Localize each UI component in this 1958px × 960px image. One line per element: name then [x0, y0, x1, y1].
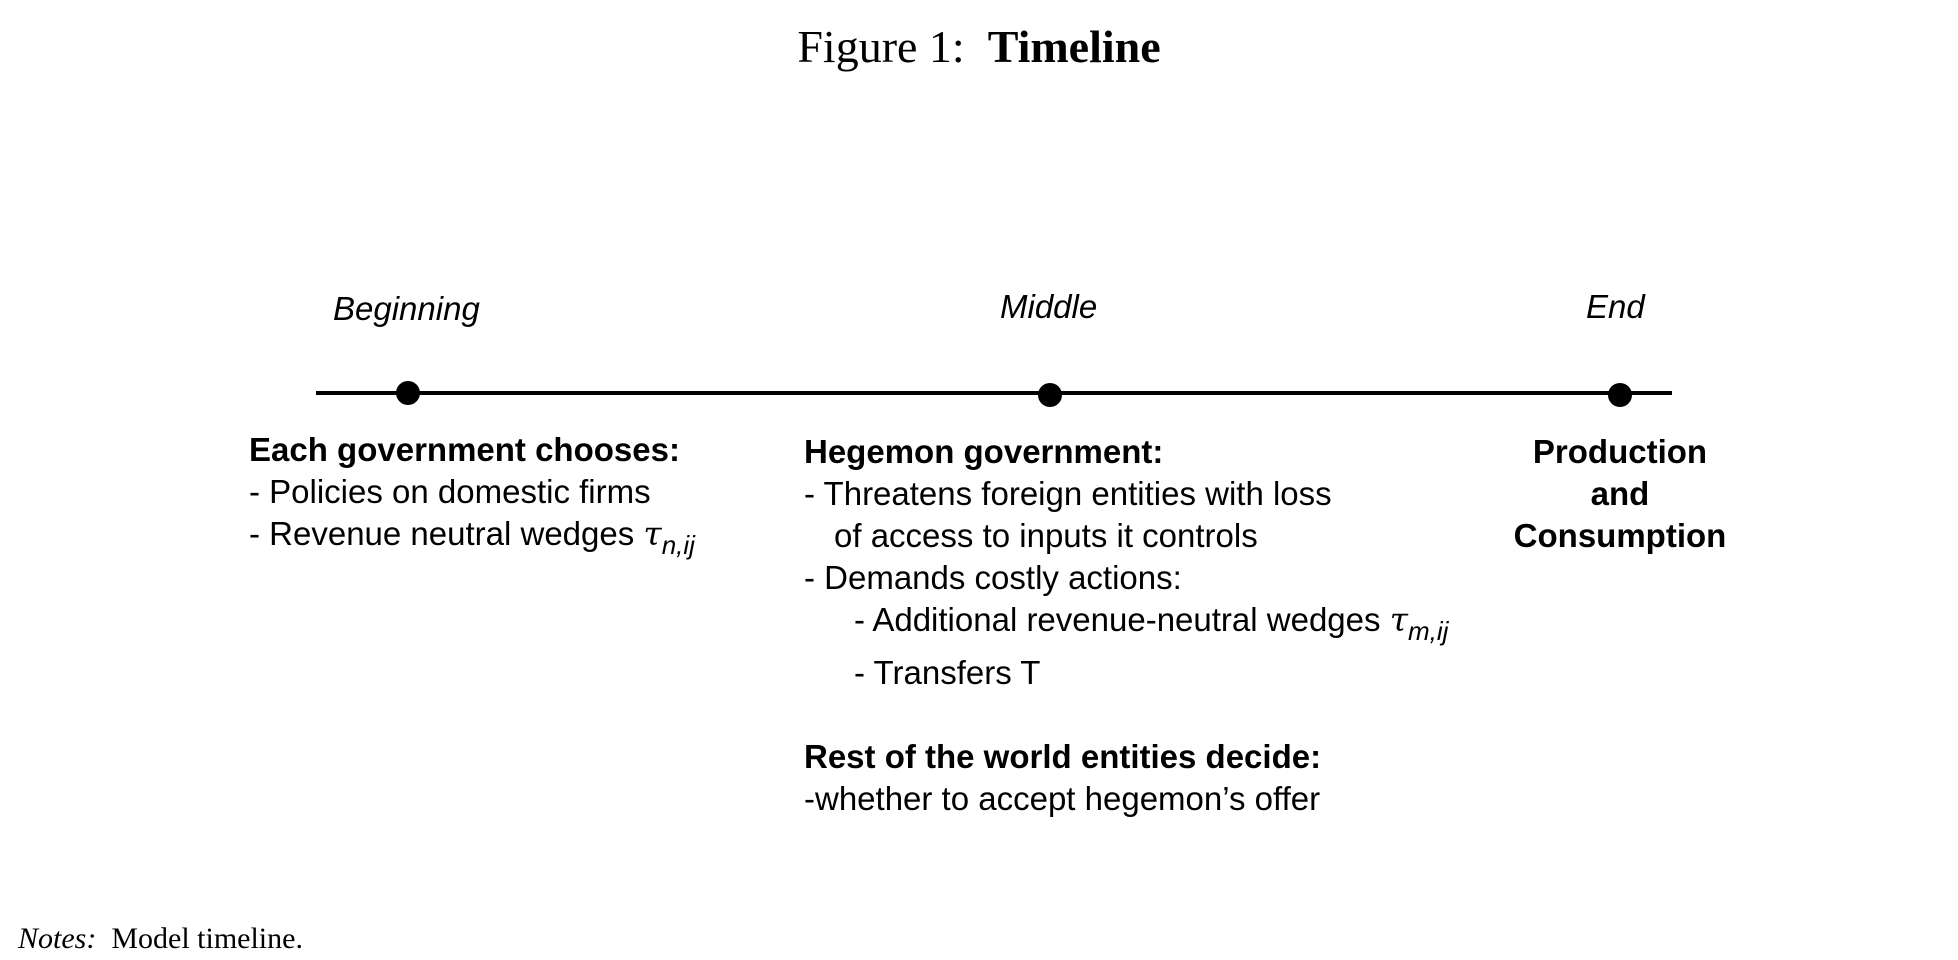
- stage-label-middle: Middle: [1000, 288, 1098, 325]
- tau-symbol: τ: [1389, 600, 1408, 639]
- end-line-consumption: Consumption: [1513, 517, 1727, 554]
- middle-item-threatens: - Threatens foreign entities with loss: [804, 475, 1332, 512]
- figure-title-text: Timeline: [987, 21, 1161, 72]
- middle-heading-rest-of-world: Rest of the world entities decide:: [804, 738, 1322, 775]
- tau-subscript: m,ij: [1407, 616, 1449, 646]
- timeline-axis: [316, 391, 1672, 395]
- beginning-block: [249, 429, 695, 566]
- figure-notes: [18, 922, 303, 956]
- spacer: [804, 694, 1448, 736]
- tau-symbol: τ: [643, 514, 662, 553]
- end-line-production: Production: [1532, 433, 1708, 470]
- figure-number: Figure 1:: [797, 21, 965, 72]
- middle-subitem-wedges: [804, 599, 1448, 652]
- stage-label-end: End: [1586, 288, 1645, 325]
- middle-subitem-transfers: - Transfers T: [854, 654, 1041, 691]
- beginning-heading: Each government chooses:: [249, 431, 680, 468]
- middle-item-demands: - Demands costly actions:: [804, 559, 1182, 596]
- stage-label-beginning: Beginning: [333, 290, 480, 327]
- middle-heading: Hegemon government:: [804, 433, 1164, 470]
- middle-item-accept-offer: -whether to accept hegemon’s offer: [804, 780, 1321, 817]
- end-line-and: and: [1590, 475, 1650, 512]
- middle-block: [804, 431, 1448, 820]
- end-block: [1496, 431, 1744, 557]
- figure-title: [0, 20, 1958, 73]
- timeline-dot-beginning: [396, 381, 420, 405]
- beginning-item-wedges: [249, 513, 695, 566]
- beginning-item-policies: - Policies on domestic firms: [249, 473, 651, 510]
- middle-item-threatens-cont: of access to inputs it controls: [834, 517, 1258, 554]
- middle-subitem-wedges-text: - Additional revenue-neutral wedges: [854, 601, 1381, 638]
- timeline-dot-end: [1608, 383, 1632, 407]
- notes-text: Model timeline.: [111, 922, 303, 955]
- timeline-dot-middle: [1038, 383, 1062, 407]
- tau-subscript: n,ij: [661, 530, 695, 560]
- beginning-item-wedges-text: - Revenue neutral wedges: [249, 515, 635, 552]
- notes-label: Notes:: [18, 922, 97, 955]
